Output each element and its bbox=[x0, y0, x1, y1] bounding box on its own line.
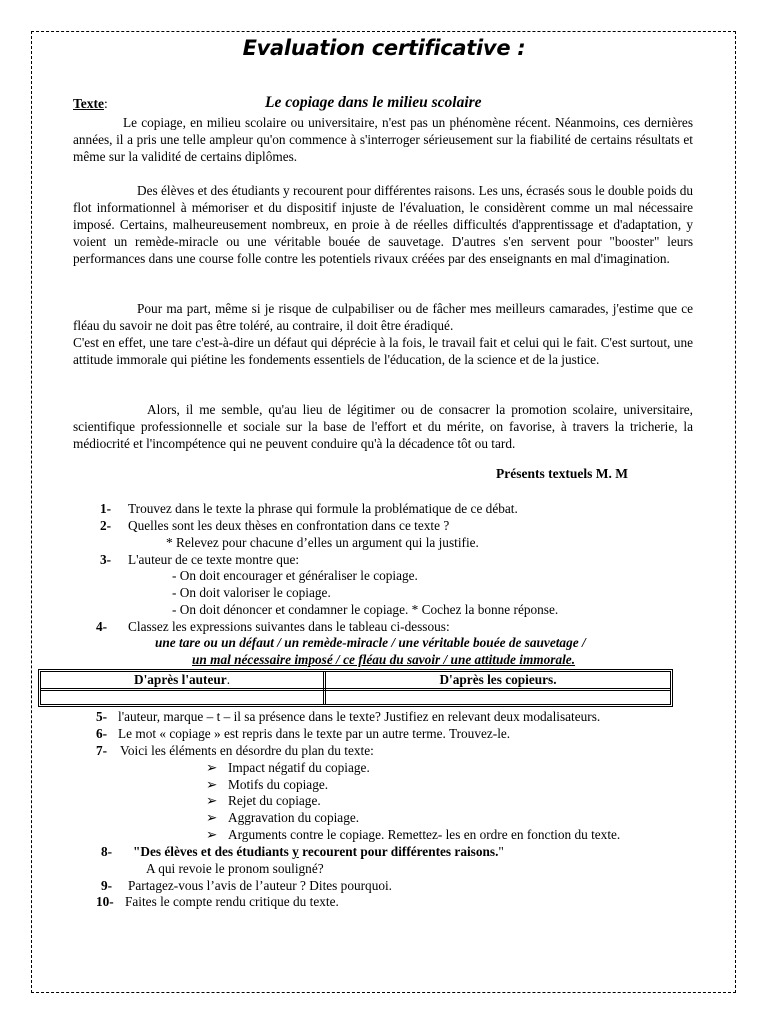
plan-item bbox=[206, 759, 370, 776]
question-5-number: 5- bbox=[96, 709, 108, 724]
paragraph-1: Le copiage, en milieu scolaire ou universitaire, n'est pas un phénomène récent. Néanmoins, ces dernières années, il a pris une telle ampleur qu'on commence à s'interroger sérieusement sur la fiabilité de certains résultats et même sur la validité de certains diplômes. bbox=[73, 115, 693, 164]
question-10-number: 10- bbox=[96, 894, 114, 909]
plan-item bbox=[206, 792, 321, 809]
text-label bbox=[73, 96, 108, 112]
question-7 bbox=[96, 742, 374, 759]
table-row-divider bbox=[41, 688, 670, 691]
question-4-text: Classez les expressions suivantes dans le tableau ci-dessous: bbox=[128, 619, 450, 634]
question-8-quote-end: recourent pour différentes raisons. bbox=[298, 844, 499, 859]
table-header-copiers: D'après les copieurs. bbox=[439, 672, 557, 687]
arrow-bullet-icon: ➢ bbox=[206, 760, 218, 775]
question-4-number: 4- bbox=[96, 619, 108, 634]
page-title: Evaluation certificative : bbox=[242, 36, 526, 60]
table-header-author-text: D'après l'auteur bbox=[133, 672, 227, 687]
arrow-bullet-icon: ➢ bbox=[206, 810, 218, 825]
paragraph-3: Pour ma part, même si je risque de culpabiliser ou de fâcher mes meilleurs camarades, j'estime que ce fléau du savoir ne doit pas être toléré, au contraire, il doit être éradiqué. bbox=[73, 301, 693, 333]
question-8-sub: A qui revoie le pronom souligné? bbox=[146, 861, 324, 876]
question-7-number: 7- bbox=[96, 743, 108, 758]
text-label-word: Texte bbox=[73, 96, 104, 111]
question-3-option: - On doit dénoncer et condamner le copiage. * Cochez la bonne réponse. bbox=[172, 602, 559, 617]
plan-item-text: Aggravation du copiage. bbox=[228, 810, 360, 825]
question-2-number: 2- bbox=[100, 518, 112, 533]
question-6-number: 6- bbox=[96, 726, 108, 741]
text-label-colon: : bbox=[104, 96, 108, 111]
expressions-line-1: une tare ou un défaut / un remède-miracle / une véritable bouée de sauvetage / bbox=[155, 635, 586, 650]
question-3-number: 3- bbox=[100, 552, 112, 567]
question-1-text: Trouvez dans le texte la phrase qui formule la problématique de ce débat. bbox=[128, 501, 518, 516]
question-6 bbox=[96, 725, 510, 742]
question-7-text: Voici les éléments en désordre du plan du texte: bbox=[120, 743, 374, 758]
question-8-number: 8- bbox=[101, 844, 113, 859]
question-1-number: 1- bbox=[100, 501, 112, 516]
question-3 bbox=[100, 551, 299, 568]
question-4 bbox=[96, 618, 450, 635]
question-8-closing-quote: " bbox=[498, 844, 504, 859]
table-header-author bbox=[41, 672, 323, 688]
text-title: Le copiage dans le milieu scolaire bbox=[265, 94, 482, 111]
plan-item bbox=[206, 826, 620, 843]
question-1 bbox=[100, 500, 518, 517]
classification-table bbox=[38, 669, 673, 707]
question-2 bbox=[100, 517, 449, 534]
arrow-bullet-icon: ➢ bbox=[206, 793, 218, 808]
question-8 bbox=[101, 843, 504, 860]
expressions-line-2: un mal nécessaire imposé / ce fléau du savoir / une attitude immorale. bbox=[192, 652, 576, 667]
arrow-bullet-icon: ➢ bbox=[206, 777, 218, 792]
paragraph-4: C'est en effet, une tare c'est-à-dire un défaut qui déprécie à la fois, le travail fait et celui qui le fait. C'est surtout, une attitude immorale qui piétine les fondements essentiels de l'éducation, de la science et de la justice. bbox=[73, 335, 693, 367]
plan-item-text: Rejet du copiage. bbox=[228, 793, 321, 808]
question-3-option: - On doit valoriser le copiage. bbox=[172, 585, 331, 600]
question-9-text: Partagez-vous l’avis de l’auteur ? Dites pourquoi. bbox=[128, 878, 393, 893]
table-header-author-dot: . bbox=[226, 672, 231, 687]
source-signature: Présents textuels M. M bbox=[496, 466, 628, 481]
plan-item bbox=[206, 809, 359, 826]
question-2-text: Quelles sont les deux thèses en confrontation dans ce texte ? bbox=[128, 518, 450, 533]
arrow-bullet-icon: ➢ bbox=[206, 827, 218, 842]
question-10-text: Faites le compte rendu critique du texte. bbox=[125, 894, 339, 909]
question-5 bbox=[96, 708, 600, 725]
paragraph-2: Des élèves et des étudiants y recourent pour différentes raisons. Les uns, écrasés sous le double poids du flot informationnel à mémoriser et du dispositif injuste de l'évaluation, le considèrent comme un mal nécessaire imposé. Certains, malheureusement nombreux, en proie à de réelles difficultés d'apprentissage et d'adaptation, y voient un remède-miracle ou une véritable bouée de sauvetage. D'autres s'en servent pour "booster" leurs performances dans une course folle contre les potentiels rivaux créées par des enseignants en mal d'imagination. bbox=[73, 183, 693, 266]
question-9-number: 9- bbox=[101, 878, 113, 893]
plan-item-text: Motifs du copiage. bbox=[228, 777, 329, 792]
plan-item-text: Arguments contre le copiage. Remettez- les en ordre en fonction du texte. bbox=[228, 827, 621, 842]
question-6-text: Le mot « copiage » est repris dans le texte par un autre terme. Trouvez-le. bbox=[118, 726, 511, 741]
paragraph-5: Alors, il me semble, qu'au lieu de légitimer ou de consacrer la promotion scolaire, universitaire, scientifique professionnelle et sociale sur la base de l'effort et du mérite, on favorise, à travers la tricherie, la médiocrité et l'incompétence qui ne peuvent conduire qu'à la décadence tôt ou tard. bbox=[73, 402, 693, 451]
question-9 bbox=[101, 877, 392, 894]
question-3-option: - On doit encourager et généraliser le copiage. bbox=[172, 568, 418, 583]
plan-item-text: Impact négatif du copiage. bbox=[228, 760, 370, 775]
question-2-sub: * Relevez pour chacune d’elles un argument qui la justifie. bbox=[166, 535, 479, 550]
question-8-quote-start: "Des élèves et des étudiants bbox=[133, 844, 293, 859]
question-8-pronoun: y bbox=[292, 844, 299, 859]
question-10 bbox=[96, 893, 339, 910]
question-5-text: l'auteur, marque – t – il sa présence dans le texte? Justifiez en relevant deux modalisateurs. bbox=[118, 709, 601, 724]
plan-item bbox=[206, 776, 328, 793]
question-3-text: L'auteur de ce texte montre que: bbox=[128, 552, 300, 567]
